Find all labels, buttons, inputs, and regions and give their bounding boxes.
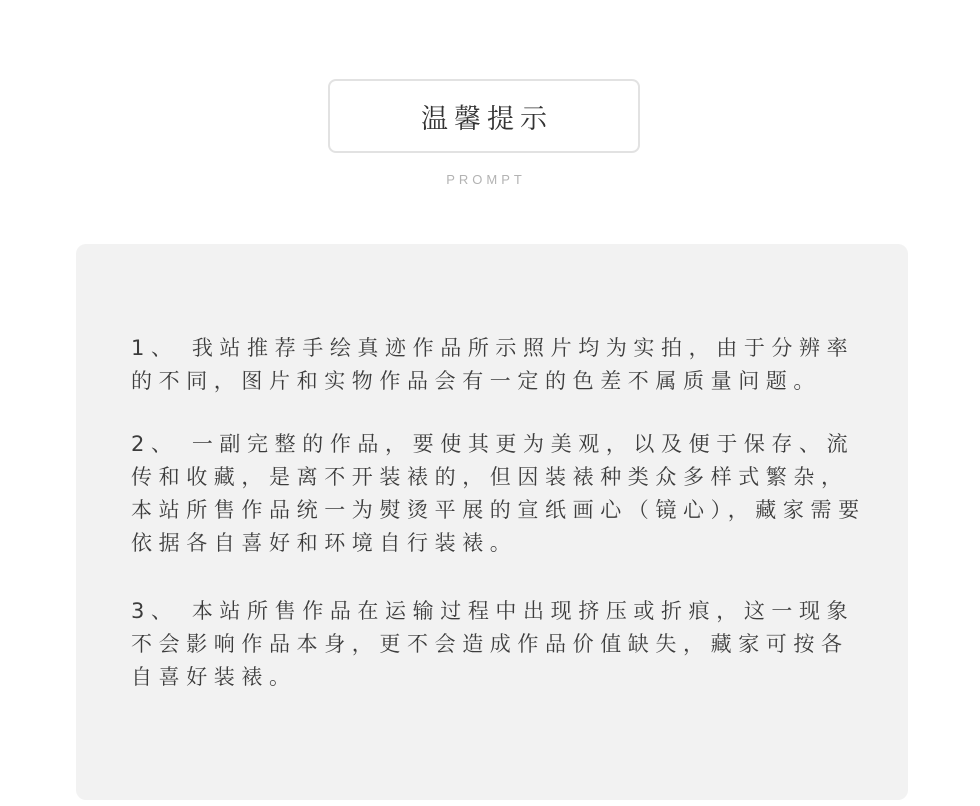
notice-item-2: 2、 一副完整的作品，要使其更为美观，以及便于保存、流传和收藏，是离不开装裱的，但因装裱种类众多样式繁杂，本站所售作品统一为熨烫平展的宣纸画心（镜心），藏家需要依据各自喜好和环境自行装裱。 (131, 432, 866, 555)
page-title: 温馨提示 (421, 103, 553, 135)
title-box (328, 79, 640, 153)
notice-item-3: 3、 本站所售作品在运输过程中出现挤压或折痕，这一现象不会影响作品本身，更不会造成作品价值缺失，藏家可按各自喜好装裱。 (131, 599, 855, 689)
notice-item-1: 1、 我站推荐手绘真迹作品所示照片均为实拍，由于分辨率的不同，图片和实物作品会有一定的色差不属质量问题。 (131, 336, 855, 393)
page-subtitle: PROMPT (446, 172, 526, 187)
